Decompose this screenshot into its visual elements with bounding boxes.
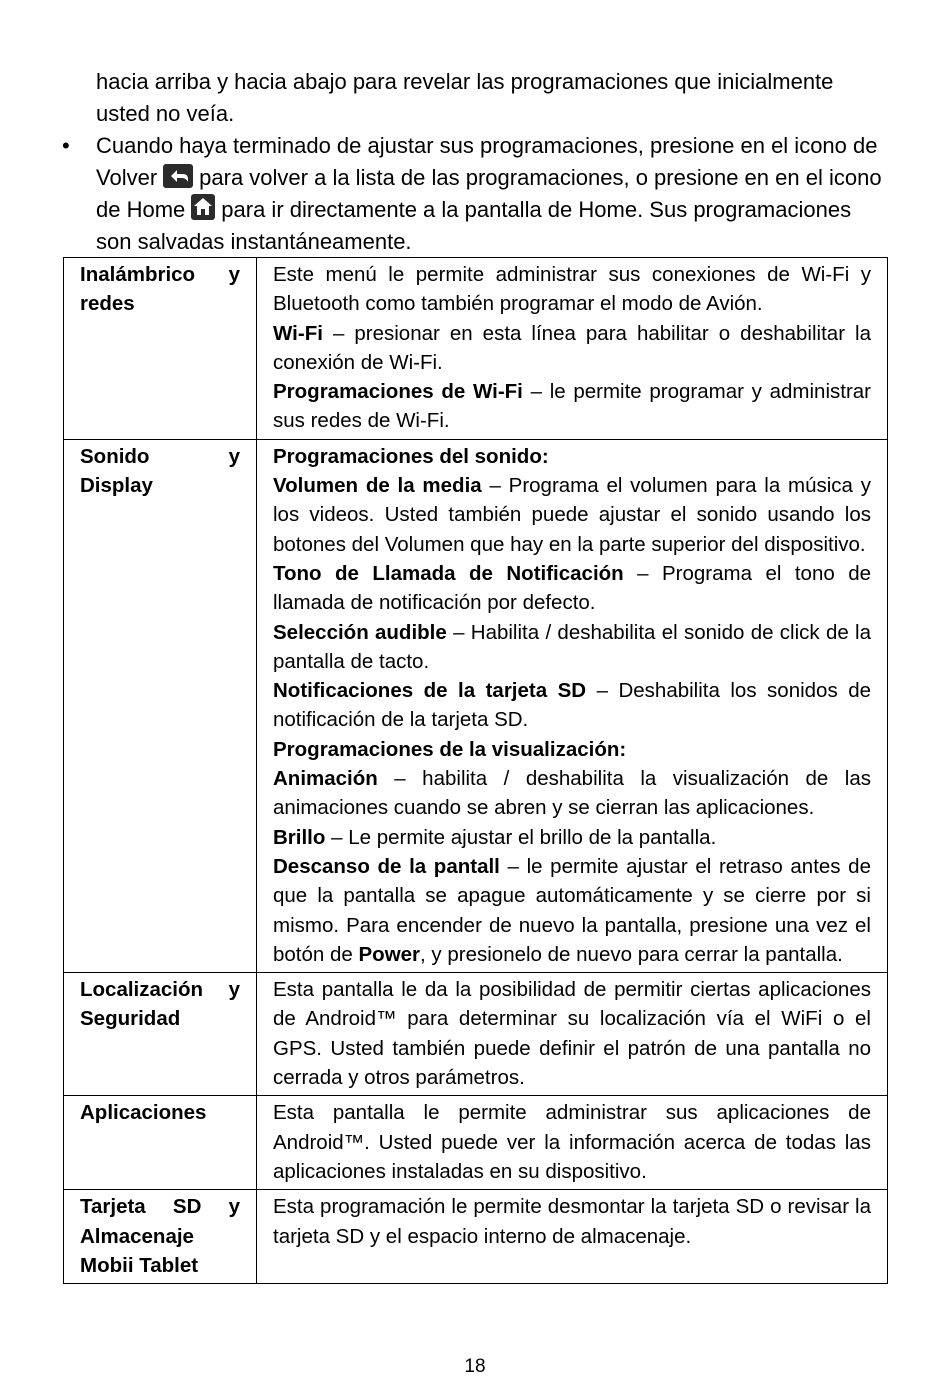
- bold-term: Selección audible: [273, 620, 447, 644]
- description-paragraph: [273, 471, 871, 559]
- paragraph-text: Este menú le permite administrar sus conexiones de Wi-Fi y Bluetooth como también programar el modo de Avión.: [273, 263, 871, 316]
- paragraph-text: – Programa el tono de llamada de notificación por defecto.: [273, 561, 872, 615]
- bold-term: Programaciones del sonido:: [273, 444, 549, 468]
- row-description: [257, 973, 888, 1096]
- description-paragraph: [273, 442, 871, 471]
- paragraph-text: – habilita / deshabilita la visualización de las animaciones cuando se abren y se cierran las aplicaciones.: [273, 767, 871, 820]
- table-row: [64, 1190, 888, 1284]
- paragraph-text: – Programa el volumen para la música y los videos. Usted también puede ajustar el sonido usando los botones del Volumen que hay en la parte superior del dispositivo.: [273, 474, 871, 556]
- page-number: 18: [464, 1356, 486, 1377]
- table-row: [64, 1096, 888, 1190]
- bullet-text-2: para volver a la lista de las programaciones, o presione en en el icono de Home: [96, 165, 882, 222]
- bold-term: Power: [358, 942, 421, 966]
- bold-term: Brillo: [273, 825, 326, 849]
- home-icon: [191, 194, 215, 220]
- row-label: Inalámbrico y redes: [64, 258, 257, 440]
- description-paragraph: [273, 975, 871, 1092]
- paragraph-text: – le permite ajustar el retraso antes de que la pantalla se apague automáticamente y se cierre por si mismo. Para encender de nuevo la pantalla, presione una vez el botón de: [273, 854, 871, 966]
- bold-term: Animación: [273, 767, 378, 791]
- paragraph-text: – Habilita / deshabilita el sonido de click de la pantalla de tacto.: [273, 620, 872, 673]
- description-paragraph: [273, 735, 871, 764]
- row-description: [257, 1190, 888, 1284]
- row-description: [257, 258, 888, 440]
- back-icon: [163, 164, 193, 188]
- row-label: Aplicaciones: [64, 1096, 257, 1190]
- table-row: [64, 258, 888, 440]
- bullet-text-1: Cuando haya terminado de ajustar sus programaciones, presione en el icono de Volver: [96, 133, 878, 190]
- description-paragraph: [273, 260, 871, 319]
- bold-term: Programaciones de la visualización:: [273, 737, 627, 761]
- settings-table-body: [64, 258, 888, 1284]
- bold-term: Programaciones de Wi-Fi: [273, 380, 523, 404]
- intro-text: [62, 66, 892, 258]
- bold-term: Descanso de la pantall: [273, 854, 500, 878]
- table-row: [64, 973, 888, 1096]
- description-paragraph: [273, 852, 871, 969]
- intro-line: hacia arriba y hacia abajo para revelar las programaciones que inicialmente usted no veía.: [96, 69, 834, 126]
- paragraph-text: – Deshabilita los sonidos de notificación de la tarjeta SD.: [273, 679, 871, 732]
- bullet-item: [62, 130, 892, 258]
- settings-table: [63, 257, 888, 1284]
- bullet-dot: •: [62, 133, 70, 158]
- description-paragraph: [273, 764, 871, 823]
- paragraph-text: – Le permite ajustar el brillo de la pantalla.: [325, 825, 717, 849]
- bold-term: Volumen de la media: [273, 474, 482, 498]
- paragraph-text: – le permite programar y administrar sus redes de Wi-Fi.: [273, 380, 872, 433]
- description-paragraph: [273, 559, 871, 618]
- paragraph-text: Esta pantalla le da la posibilidad de permitir ciertas aplicaciones de Android™ para determinar su localización vía el WiFi o el GPS. Usted también puede definir el patrón de una pantalla no cerrada y otros parámetros.: [273, 978, 871, 1090]
- row-label: Tarjeta SD y Almacenaje Mobii Tablet: [64, 1190, 257, 1284]
- row-description: [257, 439, 888, 972]
- description-paragraph: [273, 823, 871, 852]
- row-description: [257, 1096, 888, 1190]
- bold-term: Notificaciones de la tarjeta SD: [273, 679, 587, 703]
- description-paragraph: [273, 1192, 871, 1251]
- description-paragraph: [273, 618, 871, 677]
- description-paragraph: [273, 377, 871, 436]
- description-paragraph: [273, 319, 871, 378]
- description-paragraph: [273, 1098, 871, 1186]
- description-paragraph: [273, 676, 871, 735]
- row-label: Localización y Seguridad: [64, 973, 257, 1096]
- bold-term: Wi-Fi: [273, 321, 323, 345]
- paragraph-text: – presionar en esta línea para habilitar o deshabilitar la conexión de Wi-Fi.: [273, 321, 871, 374]
- paragraph-text: Esta programación le permite desmontar la tarjeta SD o revisar la tarjeta SD y el espacio interno de almacenaje.: [273, 1195, 871, 1248]
- table-row: [64, 439, 888, 972]
- bullet-text-3: para ir directamente a la pantalla de Home. Sus programaciones son salvadas instantáneamente.: [96, 197, 852, 254]
- paragraph-text: Esta pantalla le permite administrar sus aplicaciones de Android™. Usted puede ver la información acerca de todas las aplicaciones instaladas en su dispositivo.: [273, 1101, 871, 1183]
- paragraph-text: , y presionelo de nuevo para cerrar la pantalla.: [420, 942, 843, 966]
- row-label: Sonido y Display: [64, 439, 257, 972]
- bold-term: Tono de Llamada de Notificación: [273, 561, 624, 585]
